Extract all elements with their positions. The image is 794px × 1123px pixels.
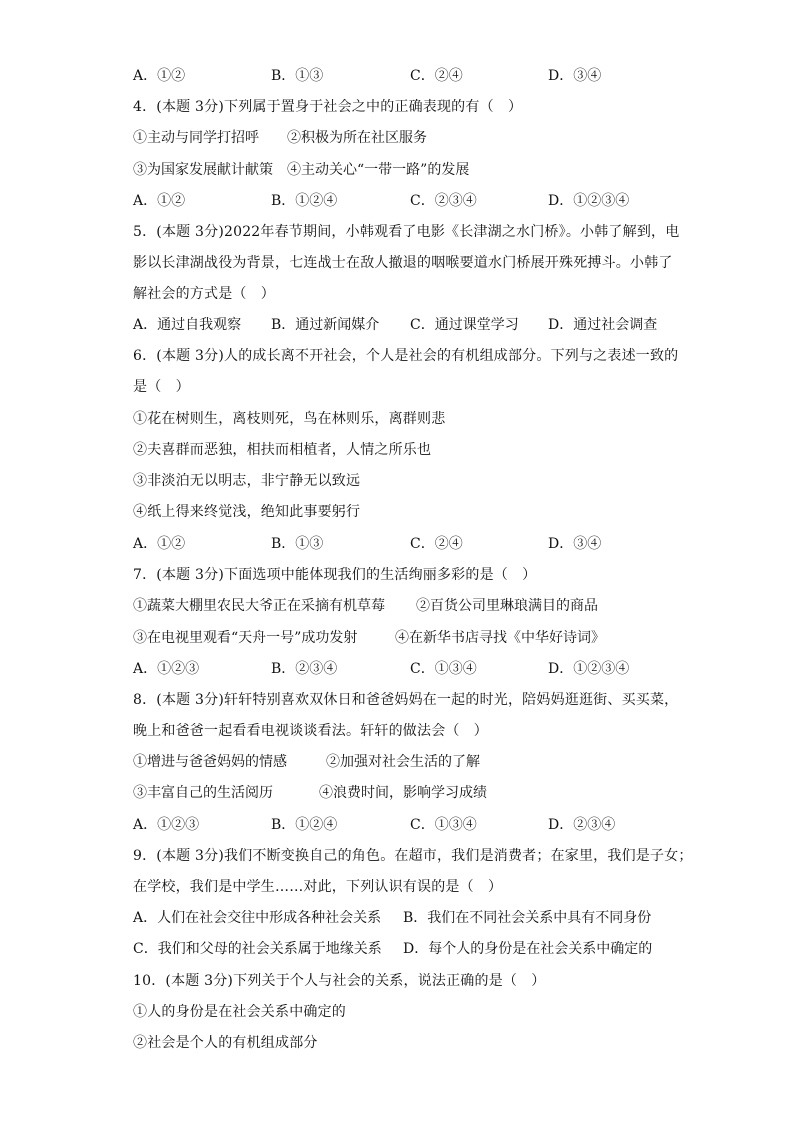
q7-option-a[interactable]: A．①②③ [133, 661, 200, 677]
q6-item-3: ③非淡泊无以明志，非宁静无以致远 [133, 473, 361, 489]
q5-option-a[interactable]: A．通过自我观察 [133, 317, 242, 333]
q7-option-d[interactable]: D．①②③④ [548, 661, 630, 677]
q5-stem-line-1: 5．(本题 3分)2022年春节期间，小韩观看了电影《长津湖之水门桥》。小韩了解到，电 [133, 224, 680, 240]
q5-stem-line-3: 解社会的方式是（ ） [133, 286, 275, 302]
q8-items-row-1 [133, 752, 693, 772]
q5-options [133, 315, 693, 335]
q8-stem-line-2: 晚上和爸爸一起看看电视谈谈看法。轩轩的做法会（ ） [133, 723, 488, 739]
q7-stem: 7．(本题 3分)下面选项中能体现我们的生活绚丽多彩的是（ ） [133, 567, 537, 583]
q8-items-row-2 [133, 783, 693, 803]
q9-option-b[interactable]: B．我们在不同社会关系中具有不同身份 [403, 910, 652, 926]
q6-stem-line-1: 6．(本题 3分)人的成长离不开社会，个人是社会的有机组成部分。下列与之表述一致的 [133, 348, 679, 364]
q7-option-c[interactable]: C．①③④ [410, 661, 477, 677]
q4-item-2: ②积极为所在社区服务 [287, 130, 427, 146]
q10-stem: 10．(本题 3分)下列关于个人与社会的关系，说法正确的是（ ） [133, 973, 546, 989]
q4-option-c[interactable]: C．②③④ [410, 193, 477, 209]
q6-item-2: ②夫喜群而恶独，相扶而相植者，人情之所乐也 [133, 442, 432, 458]
q8-item-2: ②加强对社会生活的了解 [326, 754, 480, 770]
q8-options [133, 815, 693, 835]
q4-stem: 4．(本题 3分)下列属于置身于社会之中的正确表现的有（ ） [133, 99, 523, 115]
q7-item-4: ④在新华书店寻找《中华好诗词》 [395, 630, 605, 646]
q9-stem-line-1: 9．(本题 3分)我们不断变换自己的角色。在超市，我们是消费者；在家里，我们是子女； [133, 848, 693, 864]
q9-option-d[interactable]: D．每个人的身份是在社会关系中确定的 [403, 941, 653, 957]
q6-item-4: ④纸上得来终觉浅，绝知此事要躬行 [133, 504, 361, 520]
q9-options-row-1 [133, 908, 693, 928]
q4-item-1: ①主动与同学打招呼 [133, 130, 259, 146]
q6-options [133, 534, 693, 554]
q6-stem-line-2: 是（ ） [133, 379, 190, 395]
q8-option-a[interactable]: A．①②③ [133, 817, 200, 833]
q4-item-3: ③为国家发展献计献策 [133, 162, 273, 178]
q7-item-2: ②百货公司里琳琅满目的商品 [416, 598, 598, 614]
q5-option-c[interactable]: C．通过课堂学习 [410, 317, 519, 333]
q6-option-d[interactable]: D．③④ [548, 536, 602, 552]
q6-option-a[interactable]: A．①② [133, 536, 186, 552]
q8-option-c[interactable]: C．①③④ [410, 817, 477, 833]
q8-stem-line-1: 8．(本题 3分)轩轩特别喜欢双休日和爸爸妈妈在一起的时光，陪妈妈逛逛街、买买菜， [133, 692, 679, 708]
q3-option-c[interactable]: C．②④ [410, 68, 463, 84]
q8-item-4: ④浪费时间，影响学习成绩 [319, 785, 487, 801]
q4-item-4: ④主动关心“一带一路”的发展 [287, 162, 470, 178]
q7-options [133, 659, 693, 679]
q6-option-c[interactable]: C．②④ [410, 536, 463, 552]
q7-option-b[interactable]: B．②③④ [271, 661, 338, 677]
q9-stem-line-2: 在学校，我们是中学生……对此，下列认识有误的是（ ） [133, 879, 503, 895]
q8-item-3: ③丰富自己的生活阅历 [133, 785, 273, 801]
q8-option-b[interactable]: B．①②④ [271, 817, 338, 833]
q6-option-b[interactable]: B．①③ [271, 536, 324, 552]
q3-option-d[interactable]: D．③④ [548, 68, 602, 84]
q3-options [133, 66, 693, 86]
q5-option-b[interactable]: B．通过新闻媒介 [271, 317, 380, 333]
q5-stem-line-2: 影以长津湖战役为背景，七连战士在敌人撤退的咽喉要道水门桥展开殊死搏斗。小韩了 [133, 255, 673, 271]
q8-item-1: ①增进与爸爸妈妈的情感 [133, 754, 287, 770]
q9-options-row-2 [133, 939, 693, 959]
q10-item-2: ②社会是个人的有机组成部分 [133, 1035, 318, 1051]
q9-option-a[interactable]: A．人们在社会交往中形成各种社会关系 [133, 910, 382, 926]
q4-options [133, 191, 693, 211]
q8-option-d[interactable]: D．②③④ [548, 817, 616, 833]
q7-item-1: ①蔬菜大棚里农民大爷正在采摘有机草莓 [133, 598, 385, 614]
q9-option-c[interactable]: C．我们和父母的社会关系属于地缘关系 [133, 941, 382, 957]
q7-items-row-2 [133, 628, 693, 648]
q3-option-b[interactable]: B．①③ [271, 68, 324, 84]
q6-item-1: ①花在树则生，离枝则死，鸟在林则乐，离群则悲 [133, 411, 446, 427]
q4-items-row-2 [133, 160, 693, 180]
q4-option-b[interactable]: B．①②④ [271, 193, 338, 209]
q7-items-row-1 [133, 596, 693, 616]
q3-option-a[interactable]: A．①② [133, 68, 186, 84]
q10-item-1: ①人的身份是在社会关系中确定的 [133, 1004, 346, 1020]
q4-option-a[interactable]: A．①② [133, 193, 186, 209]
q5-option-d[interactable]: D．通过社会调查 [548, 317, 658, 333]
q4-option-d[interactable]: D．①②③④ [548, 193, 630, 209]
q4-items-row-1 [133, 128, 693, 148]
q7-item-3: ③在电视里观看“天舟一号”成功发射 [133, 630, 358, 646]
